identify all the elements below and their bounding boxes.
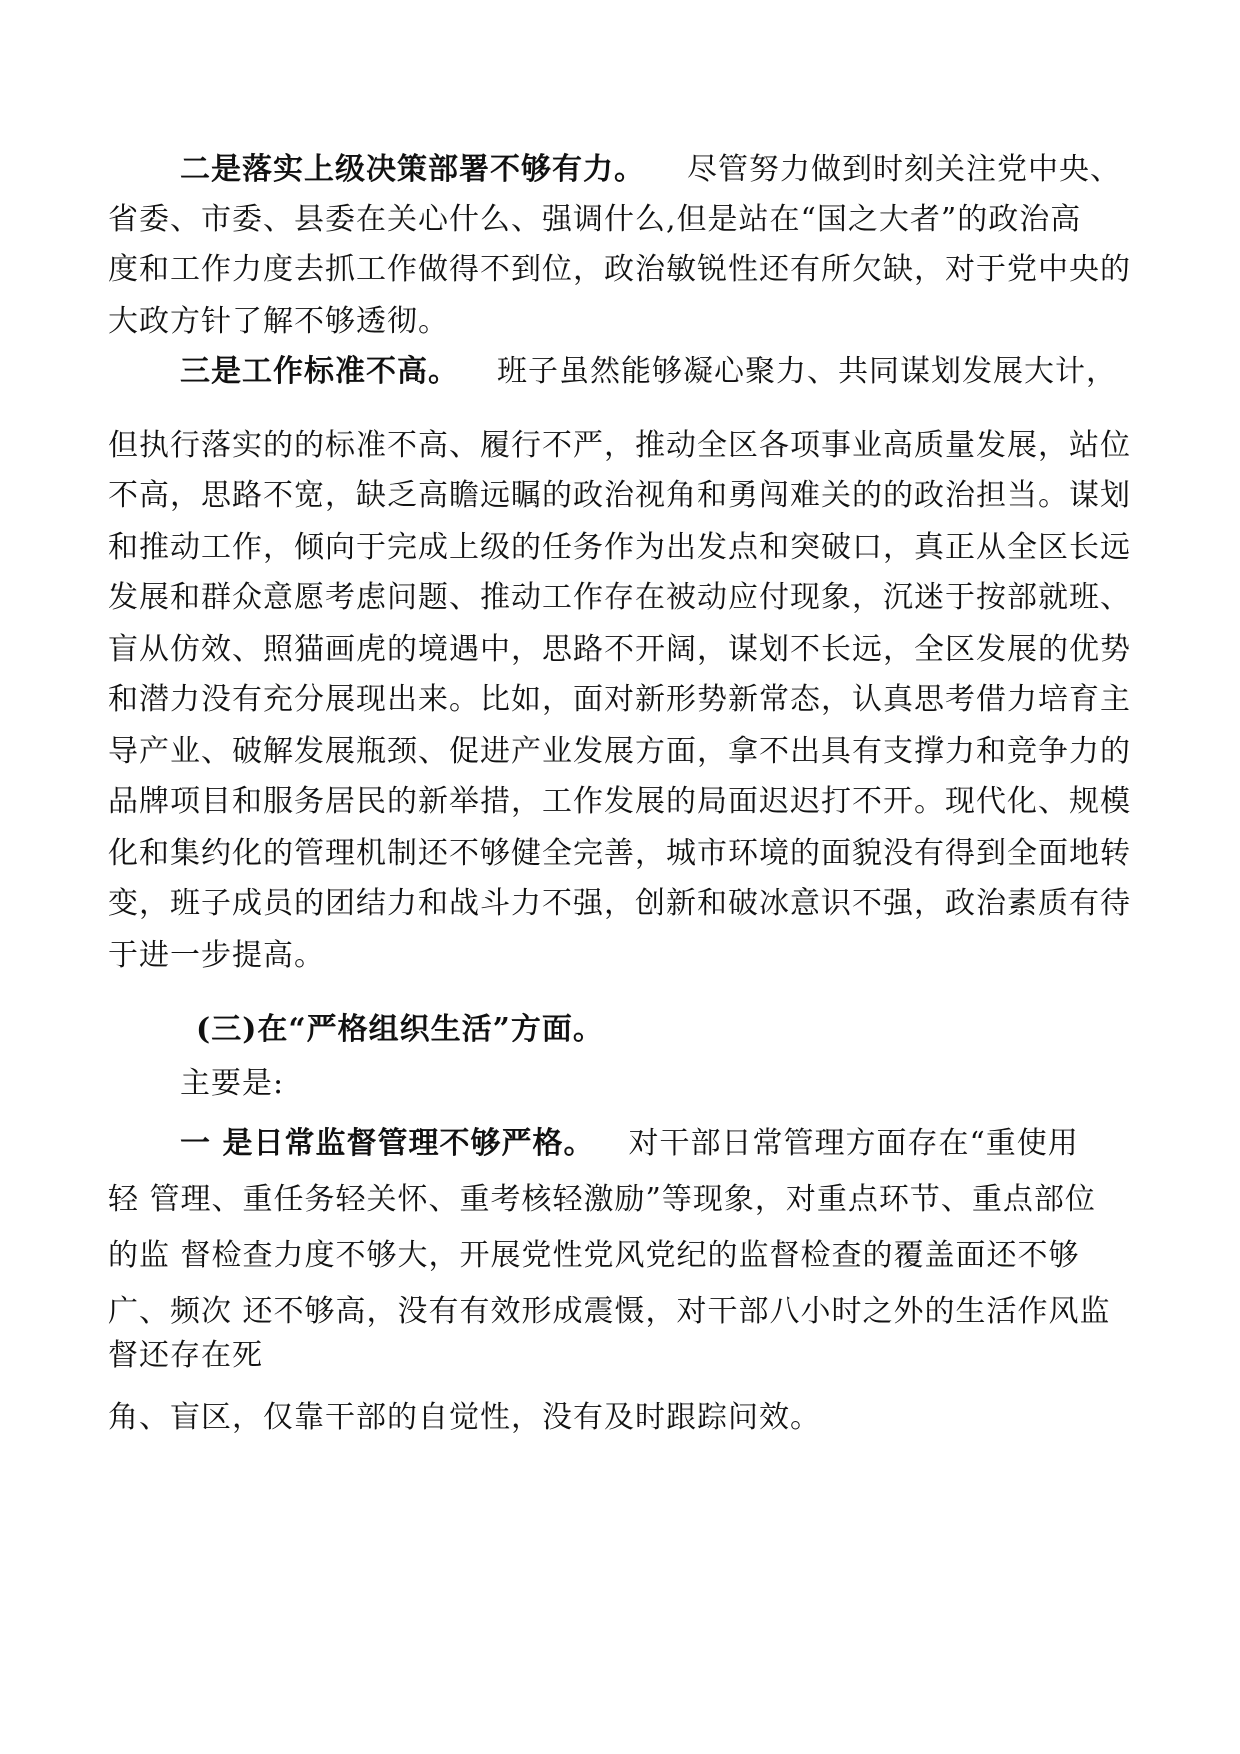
paragraph-3-lead: 一 是日常监督管理不够严格。 [180, 1126, 595, 1161]
paragraph-3-text: 对干部日常管理方面存在“重使用 [628, 1126, 1079, 1161]
paragraph-2-line-5: 发展和群众意愿考虑问题、推动工作存在被动应付现象，沉迷于按部就班、 [108, 580, 1131, 615]
paragraph-1-lead: 二是落实上级决策部署不够有力。 [180, 152, 645, 187]
paragraph-3-line-4: 广、频次 还不够高，没有有效形成震慑，对干部八小时之外的生活作风监 [108, 1294, 1111, 1329]
paragraph-2-line-12: 于进一步提高。 [108, 938, 325, 973]
paragraph-1-line-3: 度和工作力度去抓工作做得不到位，政治敏锐性还有所欠缺，对于党中央的 [108, 252, 1131, 287]
paragraph-2-line-7: 和潜力没有充分展现出来。比如，面对新形势新常态，认真思考借力培育主 [108, 682, 1131, 717]
intro-text: 主要是: [180, 1066, 285, 1101]
paragraph-2-line-11: 变，班子成员的团结力和战斗力不强，创新和破冰意识不强，政治素质有待 [108, 886, 1131, 921]
paragraph-2-lead: 三是工作标准不高。 [180, 354, 459, 389]
paragraph-2-line-8: 导产业、破解发展瓶颈、促进产业发展方面，拿不出具有支撑力和竞争力的 [108, 734, 1131, 769]
paragraph-2-text: 班子虽然能够凝心聚力、共同谋划发展大计， [497, 354, 1117, 389]
section-heading: (三)在“严格组织生活”方面。 [196, 1012, 604, 1047]
paragraph-1-line-2: 省委、市委、县委在关心什么、强调什么,但是站在“国之大者”的政治高 [108, 202, 1082, 237]
paragraph-1-line-1 [180, 150, 1121, 190]
paragraph-1-text: 尽管努力做到时刻关注党中央、 [687, 152, 1121, 187]
paragraph-3-line-1 [180, 1124, 1079, 1164]
paragraph-2-line-9: 品牌项目和服务居民的新举措，工作发展的局面迟迟打不开。现代化、规模 [108, 784, 1131, 819]
paragraph-2-line-4: 和推动工作，倾向于完成上级的任务作为出发点和突破口，真正从全区长远 [108, 530, 1131, 565]
paragraph-2-line-3: 不高，思路不宽，缺乏高瞻远瞩的政治视角和勇闯难关的的政治担当。谋划 [108, 478, 1131, 513]
paragraph-2-line-10: 化和集约化的管理机制还不够健全完善，城市环境的面貌没有得到全面地转 [108, 836, 1131, 871]
paragraph-2-line-2: 但执行落实的的标准不高、履行不严，推动全区各项事业高质量发展，站位 [108, 428, 1131, 463]
paragraph-3-line-6: 角、盲区，仅靠干部的自觉性，没有及时跟踪问效。 [108, 1400, 821, 1435]
paragraph-2-line-1 [180, 352, 1117, 392]
paragraph-3-line-5: 督还存在死 [108, 1338, 263, 1373]
paragraph-2-line-6: 盲从仿效、照猫画虎的境遇中，思路不开阔，谋划不长远，全区发展的优势 [108, 632, 1131, 667]
paragraph-3-line-3: 的监 督检查力度不够大，开展党性党风党纪的监督检查的覆盖面还不够 [108, 1238, 1080, 1273]
paragraph-3-line-2: 轻 管理、重任务轻关怀、重考核轻激励”等现象，对重点环节、重点部位 [108, 1182, 1096, 1217]
paragraph-1-line-4: 大政方针了解不够透彻。 [108, 304, 449, 339]
